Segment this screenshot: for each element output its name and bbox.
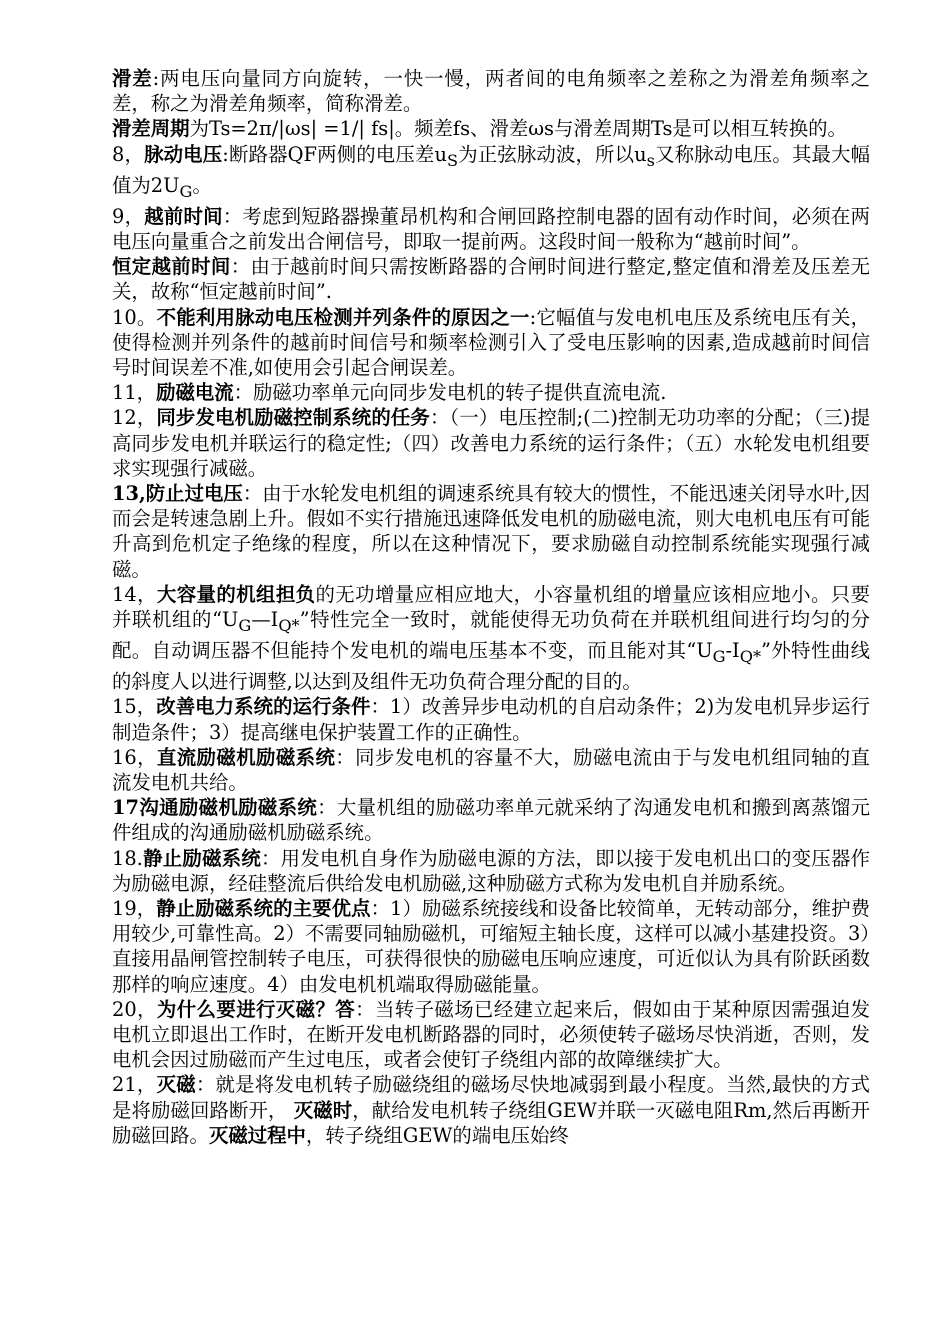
- paragraph: [112, 582, 870, 695]
- paragraph: [112, 694, 870, 744]
- body-text: ：当转子磁场已经建立起来后，假如由于某种原因需强迫发电机立即退出工作时，在断开发电机断路器的同时，必须使转子磁场尽快消逝，否则，发电机会因过励磁而产生过电压，或者会使钉子绕组内部的故障继续扩大。: [112, 997, 870, 1072]
- body-text: ：1）改善异步电动机的自启动条件；2)为发电机异步运行制造条件；3）提高继电保护装置工作的正确性。: [112, 695, 870, 744]
- subscript: G: [712, 646, 726, 666]
- subscript: S: [446, 150, 459, 170]
- term-heading: 改善电力系统的运行条件: [156, 695, 371, 719]
- term-heading: 静止励磁系统: [142, 846, 262, 870]
- body-text: ：考虑到短路器操董昂机构和合闸回路控制电器的固有动作时间，必须在两电压向量重合之前发出合闸信号，即取一提前两。这段时间一般称为“越前时间”。: [112, 204, 871, 253]
- paragraph: [112, 142, 870, 204]
- subscript: G: [238, 615, 252, 635]
- body-text: 16，: [112, 745, 157, 769]
- body-text: 为正弦脉动波，所以u: [458, 142, 647, 166]
- body-text: ：由于水轮发电机组的调速系统具有较大的惯性，不能迅速关闭导水叶,因而会是转速急剧上升。假如不实行措施迅速降低发电机的励磁电流，则大电机电压有可能升高到危机定子绝缘的程度，所以在这种情况下，要求励磁自动控制系统能实现强行减磁。: [112, 482, 870, 581]
- subscript: Q*: [739, 646, 762, 666]
- body-text: 为Ts=2π/|ωs| =1/| fs|。频差fs、滑差ωs与滑差周期Ts是可以相互转换的。: [189, 117, 847, 141]
- body-text: 10。: [112, 305, 157, 329]
- body-text: ：用发电机自身作为励磁电源的方法，即以接于发电机出口的变压器作为励磁电源，经硅整流后供给发电机励磁,这种励磁方式称为发电机自并励系统。: [112, 846, 871, 895]
- paragraph: [112, 846, 870, 896]
- term-heading: 恒定越前时间: [112, 255, 231, 279]
- body-text: 的无功增量应相应地大，小容量机组的增量应该相应地小。只要并联机组的“U: [112, 582, 870, 632]
- body-text: 21，: [112, 1073, 157, 1097]
- body-text: ：（一）电压控制;(二)控制无功功率的分配；（三)提高同步发电机并联运行的稳定性;（四）改善电力系统的运行条件；（五）水轮发电机组要求实现强行减磁。: [112, 406, 871, 480]
- body-text: 。: [192, 173, 212, 197]
- body-text: 18.: [112, 846, 143, 870]
- paragraph: [112, 254, 870, 304]
- term-heading: 直流励磁机励磁系统: [156, 745, 336, 769]
- body-text: 20，: [112, 997, 157, 1021]
- term-heading: 灭磁过程中: [208, 1123, 306, 1147]
- body-text: ：1）励磁系统接线和设备比较简单，无转动部分，维护费用较少,可靠性高。2）不需要同轴励磁机，可缩短主轴长度，这样可以减小基建投资。3）直接用晶闸管控制转子电压，可获得很快的励磁电压响应速度，可近似认为具有阶跃函数那样的响应速度。4）由发电机机端取得励磁能量。: [112, 897, 870, 996]
- paragraph: [112, 204, 870, 254]
- paragraph: [112, 405, 870, 481]
- paragraph: [112, 1072, 870, 1148]
- body-text: 14，: [112, 582, 157, 606]
- paragraph: [112, 305, 870, 381]
- body-text: 又称脉动电压。其最大幅值为2U: [112, 142, 871, 197]
- subscript: s: [646, 150, 655, 170]
- body-text: ，献给发电机转子绕组GEW并联一灭磁电阻Rm,然后再断开励磁回路。: [112, 1098, 871, 1147]
- body-text: ，转子绕组GEW的端电压始终: [305, 1123, 569, 1147]
- body-text: 9，: [112, 204, 145, 228]
- term-heading: 励磁电流: [156, 381, 234, 405]
- term-heading: 滑差周期: [112, 117, 190, 141]
- body-text: ”外特性曲线的斜度人以进行调整,以达到及组件无功负荷合理分配的目的。: [112, 639, 870, 694]
- body-text: ：就是将发电机转子励磁绕组的磁场尽快地减弱到最小程度。当然,最快的方式是将励磁回路断开，: [112, 1073, 870, 1122]
- body-text: ：大量机组的励磁功率单元就采纳了沟通发电机和搬到离蒸馏元件组成的沟通励磁机励磁系统。: [112, 796, 871, 845]
- body-text: ”特性完全一致时，就能使得无功负荷在并联机组间进行均匀的分配。自动调压器不但能持个发电机的端电压基本不变，而且能对其“U: [112, 608, 870, 663]
- body-text: :两电压向量同方向旋转，一快一慢，两者间的电角频率之差称之为滑差角频率之差，称之为滑差角频率，简称滑差。: [112, 67, 870, 116]
- body-text: 8，: [112, 142, 145, 166]
- term-heading: 13,防止过电压: [112, 482, 243, 505]
- term-heading: 17沟通励磁机励磁系统: [112, 796, 318, 820]
- term-heading: 灭磁: [156, 1073, 196, 1097]
- body-text: 11，: [112, 381, 157, 405]
- paragraph: [112, 116, 870, 141]
- term-heading: 大容量的机组担负: [156, 582, 316, 606]
- document-body: [112, 66, 870, 1148]
- term-heading: 静止励磁系统的主要优点: [156, 897, 371, 920]
- paragraph: [112, 997, 870, 1073]
- paragraph: [112, 66, 870, 116]
- body-text: ：同步发电机的容量不大，励磁电流由于与发电机组同轴的直流发电机共给。: [112, 745, 870, 794]
- term-heading: 越前时间: [144, 204, 223, 228]
- subscript: Q*: [278, 615, 300, 635]
- term-heading: 脉动电压: [144, 142, 223, 166]
- paragraph: [112, 896, 870, 997]
- term-heading: 灭磁时: [293, 1098, 353, 1122]
- paragraph: [112, 380, 870, 405]
- body-text: -I: [725, 639, 740, 663]
- body-text: —I: [251, 608, 279, 632]
- term-heading: 同步发电机励磁控制系统的任务: [156, 406, 430, 430]
- body-text: 15，: [112, 695, 157, 719]
- term-heading: 为什么要进行灭磁？答: [156, 997, 356, 1021]
- body-text: ：励磁功率单元向同步发电机的转子提供直流电流.: [233, 381, 667, 405]
- body-text: 12，: [112, 406, 157, 430]
- term-heading: 滑差: [112, 67, 153, 90]
- body-text: 19，: [112, 897, 157, 920]
- subscript: G: [179, 181, 193, 201]
- paragraph: [112, 745, 870, 795]
- paragraph: [112, 795, 870, 845]
- body-text: ：由于越前时间只需按断路器的合闸时间进行整定,整定值和滑差及压差无关，故称“恒定越前时间”.: [112, 255, 870, 304]
- term-heading: 不能利用脉动电压检测并列条件的原因之一: [156, 305, 530, 329]
- body-text: :断路器QF两侧的电压差u: [222, 142, 447, 166]
- paragraph: [112, 481, 870, 582]
- body-text: :它幅值与发电机电压及系统电压有关，使得检测并列条件的越前时间信号和频率检测引入了受电压影响的因素,造成越前时间信号时间误差不准,如使用会引起合闸误差。: [112, 305, 870, 379]
